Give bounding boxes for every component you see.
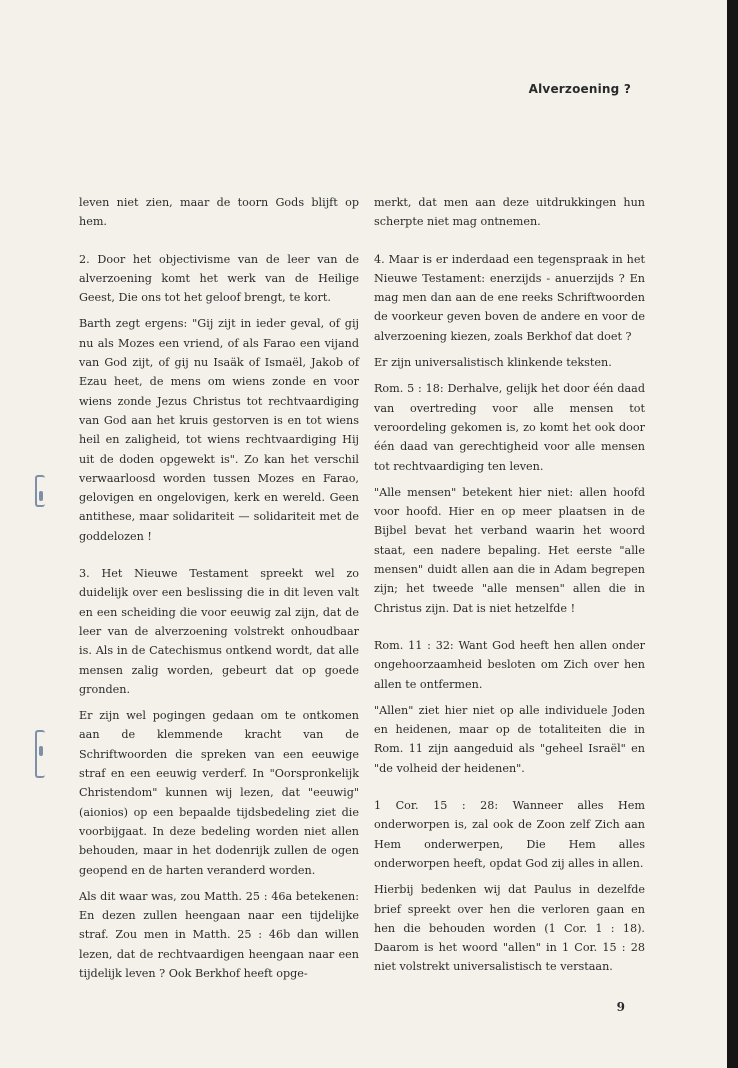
right-column <box>374 193 645 984</box>
left-column <box>79 193 359 990</box>
paragraph: Hierbij bedenken wij dat Paulus in dezelfde brief spreekt over hen die verloren gaan en hen die behouden worden (1 Cor. 1 : 18). Daarom is het woord "allen" in 1 Cor. 15 : 28 niet volstrekt universalistisch te verstaan. <box>374 883 645 974</box>
staple-mark <box>35 475 45 507</box>
paragraph: 1 Cor. 15 : 28: Wanneer alles Hem onderworpen is, zal ook de Zoon zelf Zich aan Hem onderwerpen, Die Hem alles onderworpen heeft, opdat God zij alles in allen. <box>374 799 645 870</box>
paragraph: "Allen" ziet hier niet op alle individuele Joden en heidenen, maar op de totaliteiten die in Rom. 11 zijn aangeduid als "geheel Israël" en "de volheid der heidenen". <box>374 703 645 775</box>
paragraph: 2. Door het objectivisme van de leer van de alverzoening komt het werk van de Heilige Geest, Die ons tot het geloof brengt, te kort. <box>79 252 359 305</box>
paragraph: leven niet zien, maar de toorn Gods blijft op hem. <box>79 196 359 229</box>
paragraph: Als dit waar was, zou Matth. 25 : 46a betekenen: En dezen zullen heengaan naar een tijdelijke straf. Zou men in Matth. 25 : 46b dan willen lezen, dat de rechtvaardigen heengaan naar een tijdelijk leven ? Ook Berkhof heeft opge- <box>79 889 359 980</box>
page-edge-shadow <box>727 0 738 1068</box>
running-header: Alverzoening ? <box>528 82 631 96</box>
paragraph: Er zijn wel pogingen gedaan om te ontkomen aan de klemmende kracht van de Schriftwoorden die spreken van een eeuwige straf en een eeuwig verderf. In "Oorspronkelijk Christendom" kunnen wij lezen, dat "eeuwig" (aionios) op een bepaalde tijdsbedeling ziet die voorbijgaat. In deze bedeling worden niet allen behouden, maar in het dodenrijk zullen de ogen geopend en de harten veranderd worden. <box>79 709 359 877</box>
paragraph: Er zijn universalistisch klinkende teksten. <box>374 356 612 370</box>
staple-mark <box>35 730 45 778</box>
paragraph: Barth zegt ergens: "Gij zijt in ieder geval, of gij nu als Mozes een vriend, of als Farao een vijand van God zijt, of gij nu Isaäk of Ismaël, Jakob of Ezau heet, de mens om wiens zonde en voor wiens zonde Jezus Christus tot rechtvaardiging van God aan het kruis gestorven is en tot wiens heil en zaligheid, tot wiens rechtvaardiging Hij uit de doden opgewekt is". Zo kan het verschil verwaarloosd worden tussen Mozes en Farao, gelovigen en ongelovigen, kerk en wereld. Geen antithese, maar solidariteit — solidariteit met de goddelozen ! <box>79 317 359 543</box>
paragraph: merkt, dat men aan deze uitdrukkingen hun scherpte niet mag ontnemen. <box>374 196 645 229</box>
paragraph: Rom. 5 : 18: Derhalve, gelijk het door één daad van overtreding voor alle mensen tot veroordeling gekomen is, zo komt het ook door één daad van gerechtigheid voor alle mensen tot rechtvaardiging ten leven. <box>374 382 645 473</box>
paragraph: Rom. 11 : 32: Want God heeft hen allen onder ongehoorzaamheid besloten om Zich over hen allen te ontfermen. <box>374 638 645 691</box>
paragraph: 4. Maar is er inderdaad een tegenspraak in het Nieuwe Testament: enerzijds - anuerzijds ? En mag men dan aan de ene reeks Schriftwoorden de voorkeur geven boven de andere en voor de alverzoening kiezen, zoals Berkhof dat doet ? <box>374 252 645 343</box>
paragraph: 3. Het Nieuwe Testament spreekt wel zo duidelijk over een beslissing die in dit leven valt en een scheiding die voor eeuwig zal zijn, dat de leer van de alverzoening volstrekt onhoudbaar is. Als in de Catechismus ontkend wordt, dat alle mensen zalig worden, gebeurt dat op goede gronden. <box>79 567 359 696</box>
page-number: 9 <box>616 1000 625 1014</box>
paragraph: "Alle mensen" betekent hier niet: allen hoofd voor hoofd. Hier en op meer plaatsen in de Bijbel bevat het verband waarin het woord staat, een nadere bepaling. Het eerste "alle mensen" duidt allen aan die in Adam begrepen zijn; het tweede "alle mensen" allen die in Christus zijn. Dat is niet hetzelfde ! <box>374 485 645 615</box>
